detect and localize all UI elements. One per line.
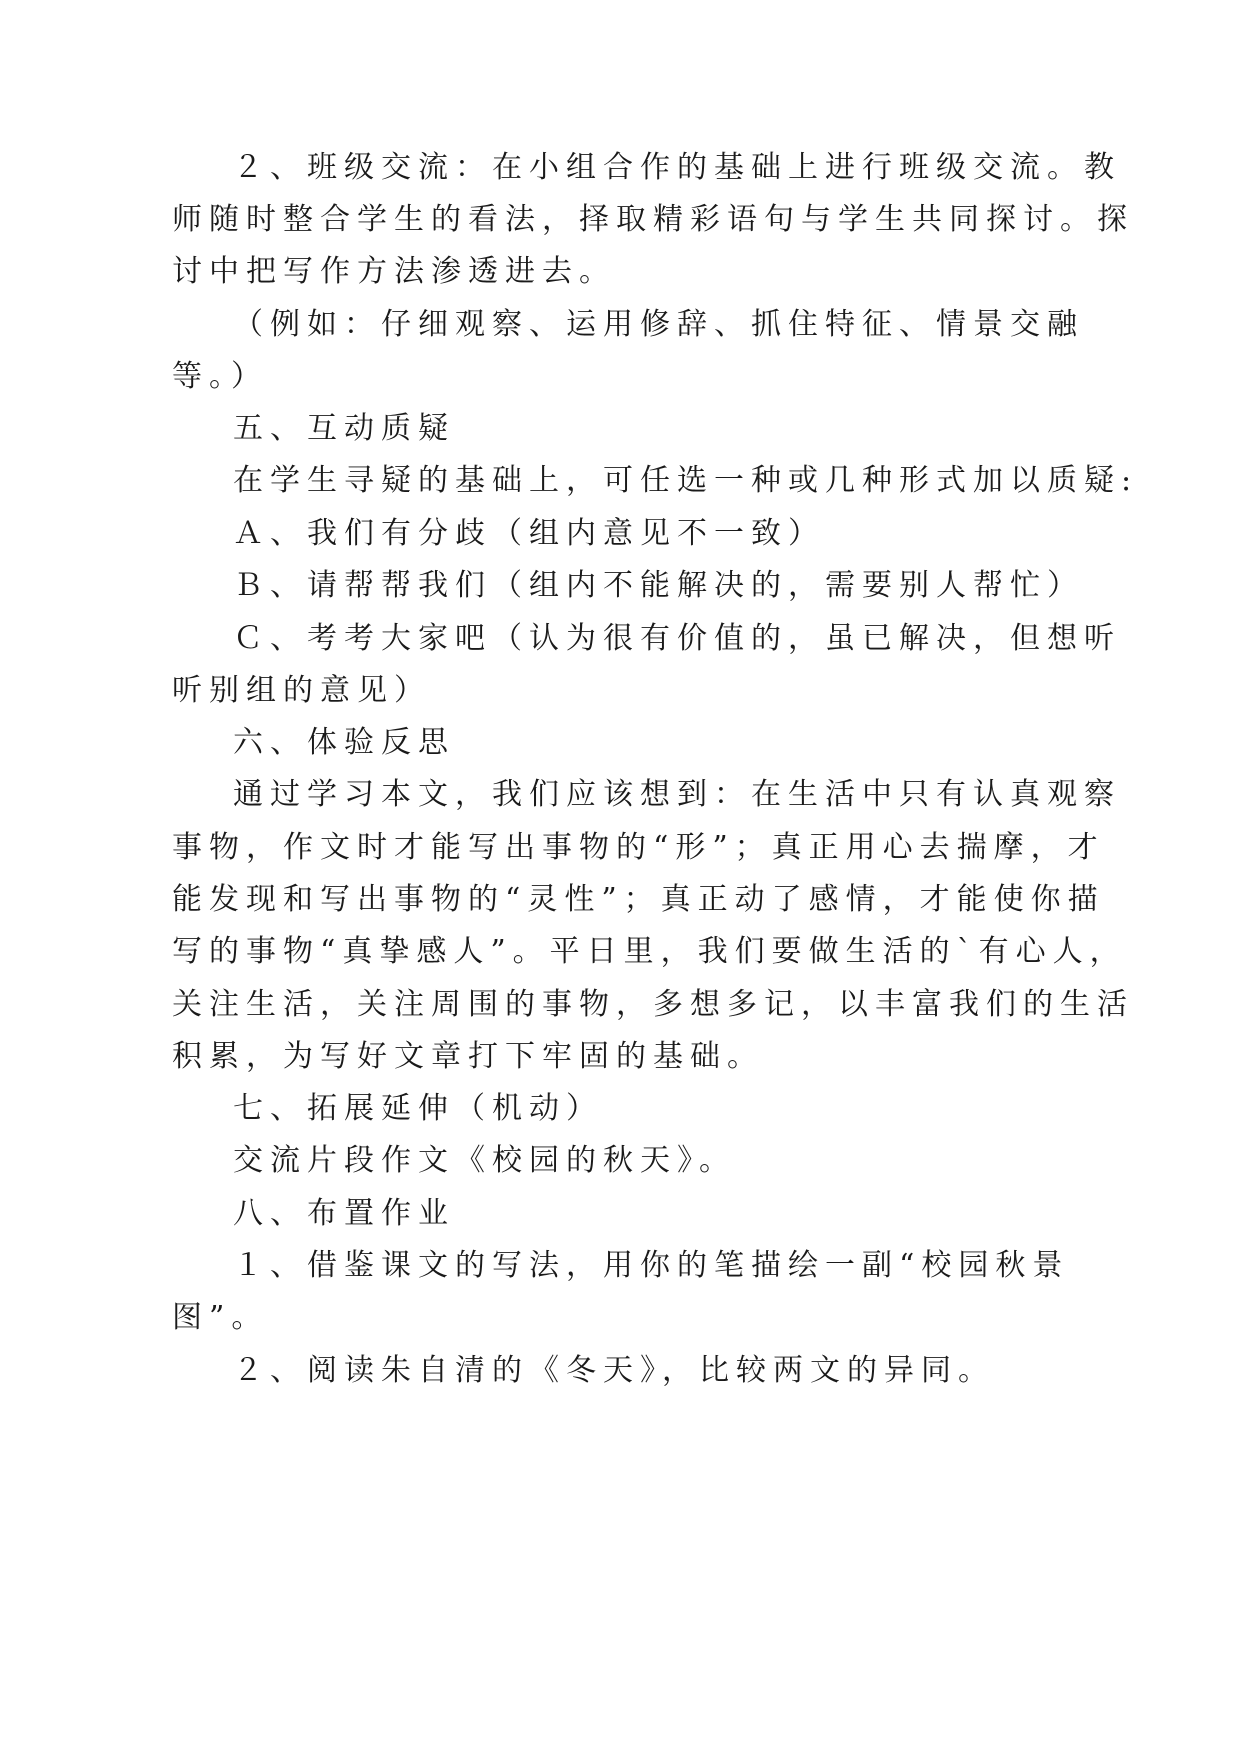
text-line: 图”。 [172, 1300, 269, 1335]
text-line: ２、班级交流：在小组合作的基础上进行班级交流。教 [233, 150, 1121, 185]
text-line: 关注生活，关注周围的事物，多想多记，以丰富我们的生活 [172, 987, 1134, 1022]
text-line: 事物，作文时才能写出事物的“形”；真正用心去揣摩，才 [172, 830, 1105, 865]
list-item: ２、阅读朱自清的《冬天》，比较两文的异同。 [233, 1353, 995, 1388]
list-item: Ａ、我们有分歧（组内意见不一致） [233, 516, 825, 551]
section-heading: 八、布置作业 [233, 1196, 455, 1231]
text-line: （例如：仔细观察、运用修辞、抓住特征、情景交融 [233, 307, 1084, 342]
text-line: 能发现和写出事物的“灵性”；真正动了感情，才能使你描 [172, 882, 1105, 917]
text-line: 在学生寻疑的基础上，可任选一种或几种形式加以质疑: [233, 463, 1139, 498]
text-line: 写的事物“真挚感人”。平日里，我们要做生活的`有心人， [172, 934, 1127, 969]
text-line: 积累，为写好文章打下牢固的基础。 [172, 1039, 764, 1074]
text-line: 师随时整合学生的看法，择取精彩语句与学生共同探讨。探 [172, 202, 1134, 237]
text-line: 讨中把写作方法渗透进去。 [172, 254, 616, 289]
list-item: Ｂ、请帮帮我们（组内不能解决的，需要别人帮忙） [233, 568, 1084, 603]
text-line: 听别组的意见） [172, 673, 431, 708]
list-item: Ｃ、考考大家吧（认为很有价值的，虽已解决，但想听 [233, 621, 1121, 656]
text-line: 等。） [172, 359, 268, 394]
text-line: 交流片段作文《校园的秋天》。 [233, 1143, 736, 1178]
text-line: 通过学习本文，我们应该想到：在生活中只有认真观察 [233, 777, 1121, 812]
section-heading: 五、互动质疑 [233, 411, 455, 446]
section-heading: 六、体验反思 [233, 725, 455, 760]
list-item: １、借鉴课文的写法，用你的笔描绘一副“校园秋景 [233, 1248, 1070, 1283]
section-heading: 七、拓展延伸（机动） [233, 1091, 603, 1126]
